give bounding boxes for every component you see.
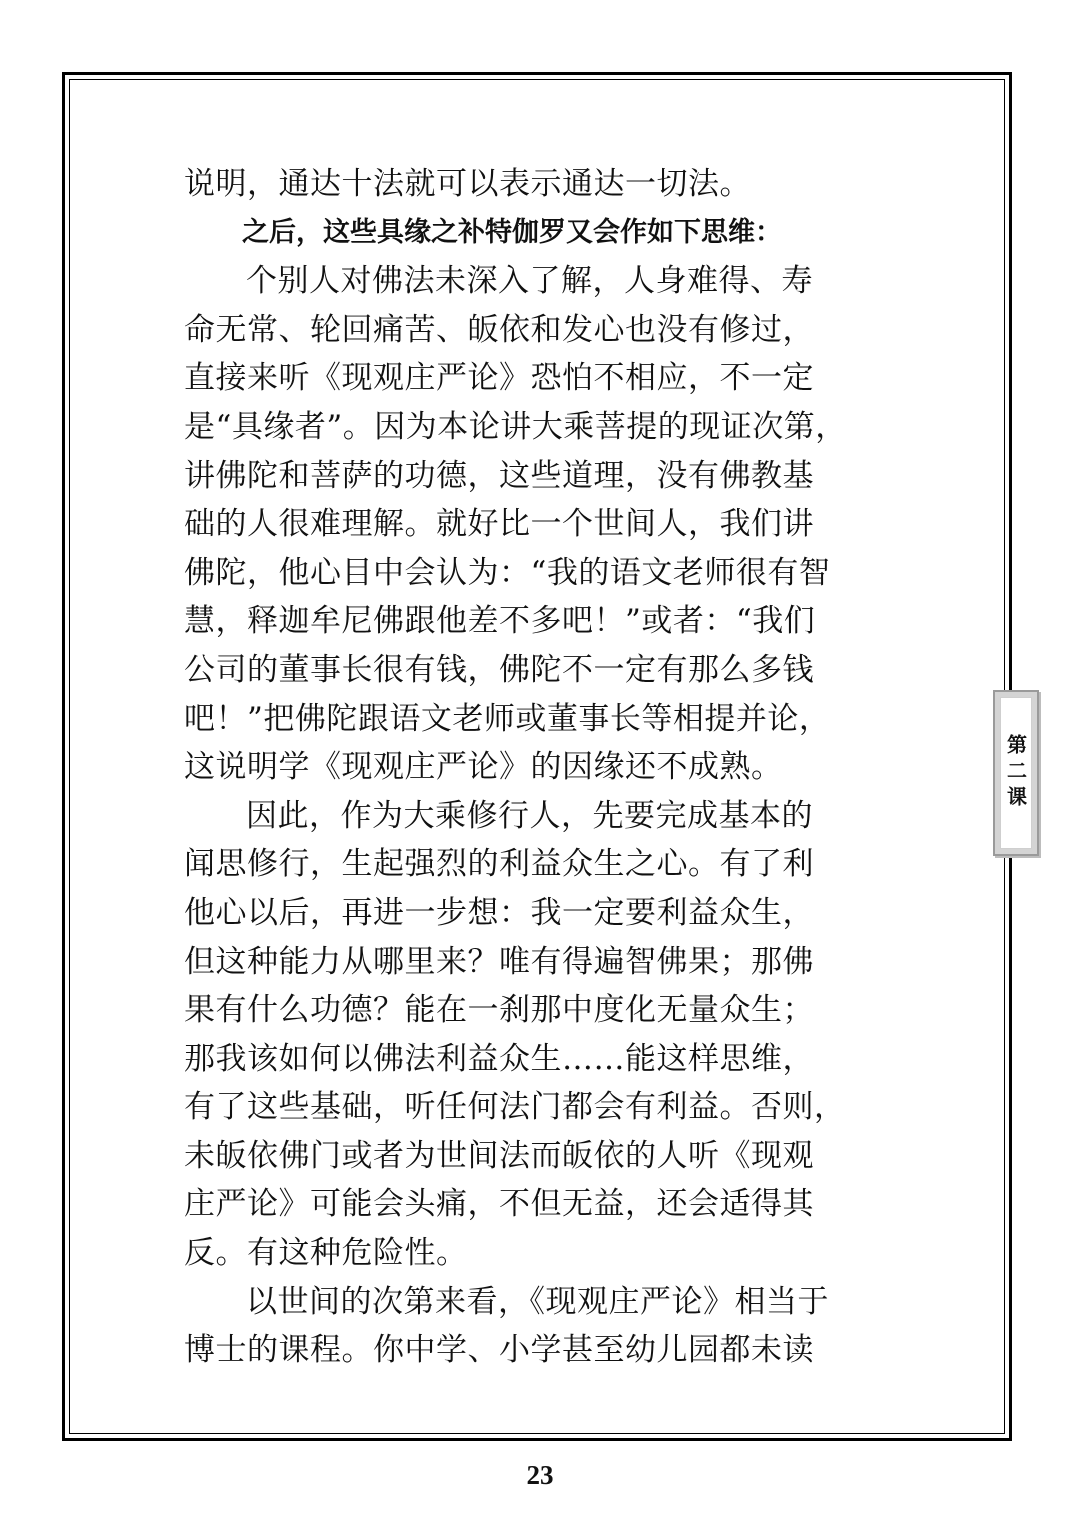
text-line: 博士的课程。你中学、小学甚至幼儿园都未读 — [184, 1332, 814, 1369]
body-text — [184, 160, 912, 1375]
text-line: 因此，作为大乘修行人，先要完成基本的 — [246, 797, 813, 834]
chapter-side-tab-inner — [1000, 697, 1032, 849]
text-line: 慧，释迦牟尼佛跟他差不多吧！”或者：“我们 — [184, 603, 816, 640]
text-line: 础的人很难理解。就好比一个世间人，我们讲 — [184, 506, 814, 543]
text-line: 有了这些基础，听任何法门都会有利益。否则， — [184, 1089, 846, 1126]
text-line: 他心以后，再进一步想：我一定要利益众生， — [184, 894, 814, 931]
page-number: 23 — [526, 1460, 554, 1490]
text-line: 但这种能力从哪里来？唯有得遍智佛果；那佛 — [184, 943, 814, 980]
chapter-label: 第二课 — [1003, 734, 1028, 812]
text-line: 未皈依佛门或者为世间法而皈依的人听《现观 — [184, 1137, 814, 1174]
text-line: 那我该如何以佛法利益众生……能这样思维， — [184, 1040, 814, 1077]
text-line: 个别人对佛法未深入了解，人身难得、寿 — [246, 263, 813, 300]
text-line: 直接来听《现观庄严论》恐怕不相应，不一定 — [184, 360, 814, 397]
text-line: 闻思修行，生起强烈的利益众生之心。有了利 — [184, 846, 814, 883]
text-line: 讲佛陀和菩萨的功德，这些道理，没有佛教基 — [184, 457, 814, 494]
text-line: 是“具缘者”。因为本论讲大乘菩提的现证次第， — [184, 408, 847, 445]
section-heading: 之后，这些具缘之补特伽罗又会作如下思维： — [242, 216, 782, 248]
text-line: 佛陀，他心目中会认为：“我的语文老师很有智 — [184, 554, 831, 591]
chapter-side-tab — [993, 690, 1039, 856]
text-line: 这说明学《现观庄严论》的因缘还不成熟。 — [184, 749, 783, 786]
text-line: 命无常、轮回痛苦、皈依和发心也没有修过， — [184, 311, 814, 348]
text-line: 果有什么功德？能在一刹那中度化无量众生； — [184, 992, 814, 1029]
text-line: 反。有这种危险性。 — [184, 1235, 468, 1272]
text-line: 说明，通达十法就可以表示通达一切法。 — [184, 166, 751, 202]
text-line: 以世间的次第来看，《现观庄严论》相当于 — [246, 1283, 829, 1320]
text-line: 庄严论》可能会头痛，不但无益，还会适得其 — [184, 1186, 814, 1223]
text-line: 吧！”把佛陀跟语文老师或董事长等相提并论， — [184, 700, 831, 737]
text-line: 公司的董事长很有钱，佛陀不一定有那么多钱 — [184, 651, 814, 688]
